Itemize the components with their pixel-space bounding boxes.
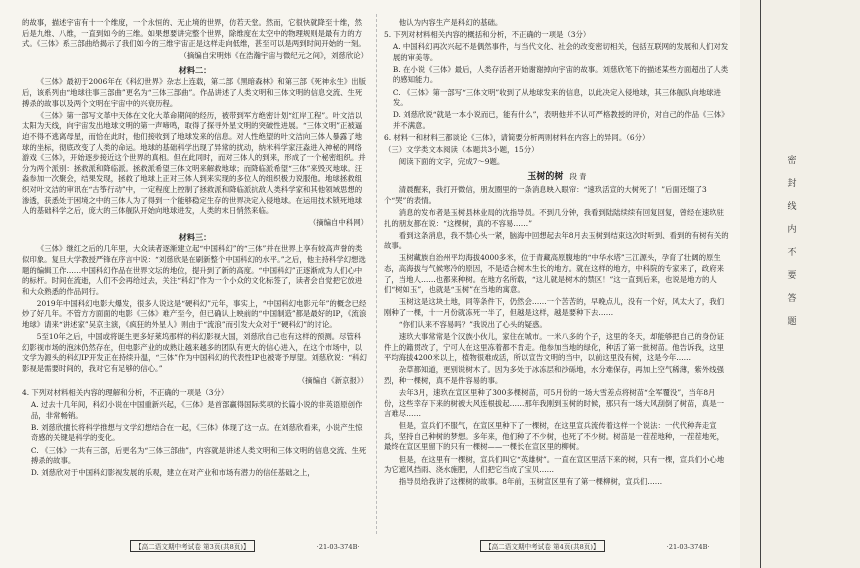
seal-line <box>760 0 761 568</box>
source-note: （摘编自中科网） <box>308 218 368 228</box>
paragraph: 2019年中国科幻电影大爆发，很多人说这是“硬科幻”元年，事实上，“中国科幻电影元年”的概念已经炒了好几年。不管方方面面的电影《三体》难产至今，但已确认上映前的“中国制造”都是最好的IP，《流浪地球》请来“讲述家”吴京主演，《疯狂的外星人》则由于“流浪”而引发大众对于“硬科幻”的讨论。 <box>22 298 367 330</box>
option-a: A. 中国科幻再次兴起不是偶然事件，与当代文化、社会的改变密切相关，包括互联网的发展和人们对发展的审美等。 <box>392 42 729 62</box>
seal-char: 内 <box>787 225 797 235</box>
paragraph: 指导员给我讲了这棵树的故事。8年前，玉树宣区里有了第一棵柳树，宣兵们…… <box>398 477 663 487</box>
paragraph: 的故事，描述宇宙有十一个维度，一个永恒的、无止境的世界，仿若天堂。然而，它很快就降至十维，然后是九维、八维，一直到如今的三维。如果想要讲完整个世界，除维度在太空中的物理规则是最有力的方式。《三体》系三部曲给揭示了我们如今的三维宇宙正是这样走向低维，甚至可以是两到时间开始的一刻。 <box>22 18 366 49</box>
paragraph: 去年3月，速玖在宣区里种了300多棵树苗，可5月份的一场大雪差点将树苗“全军覆没”，当年8月份，这些幸存下来的树被大风连根拔起……那年我刚到玉树的时候，那只有一场大风刮倒了树苗，真是一言难尽…… <box>384 388 724 419</box>
paragraph: 《三体》继红之后的几年里，大众读者逐渐建立起“中国科幻”的“三体”并在世界上享有较高声誉的类似印象。复旦大学教授严锋在序言中说：“刘慈欣是在刷新整个中国科幻的水平。”之后，他主持科学幻想选题的编辑工作……中国科幻作品在世界文坛的地位，提升到了新的高度。“中国科幻”正逐渐成为人们心中的标杆。时间在流逝，人们不会再给过去，关注“科幻”作为一个小众的文化标签了，读者会自觉把它放进和大众熟悉的作品同行。 <box>22 244 366 296</box>
page-footer-left <box>130 540 360 552</box>
paragraph: 玉树藏族自治州平均海拔4000多米，位于青藏高原腹地的“中华水塔”三江源头，孕育了壮阔的原生态，高海拔与气候寒冷的原因，不是适合树木生长的地方。就在这样的地方，中科院的专家来了，政府来了，当地人……也都来种树。在地方名所载，“这儿就是树木的禁区！”这一直到后来，也说是地方的人们“树如玉”，也就是“玉树”在当地的寓意。 <box>384 253 724 295</box>
paragraph: 消息的发布者是玉树县林业局的沈指导员。不到几分钟，我看到陆陆续续有回复回复，曾经在速玖驻扎的朋友都在说：“这棵树，真的不容易……” <box>384 208 724 228</box>
option-c: C. 《三体》第一部写“三体文明”收到了从地球发来的信息，以此决定入侵地球，其三体舰队向地球进发。 <box>392 87 721 108</box>
source-note: （摘编自宋明炜《在浩瀚宇宙与微纪元之间》，刘慈欣论） <box>179 51 368 61</box>
paragraph: 看到这条消息，我不禁心头一紧，脑海中回想起去年8月去玉树到结束这次时听到、看到的有树有关的故事。 <box>384 230 729 251</box>
option-b: B. 在小说《三体》最后，人类存活者开始谢谢掉向宇宙的故事。刘慈欣笔下的描述某些方面超出了人类的感知能力。 <box>392 64 729 85</box>
seal-strip <box>740 0 860 568</box>
paragraph: 速玖大事常常是个汉族小伙儿，家住在城市。一米八多的个子，这里的冬天，却能够把自己的身份证件上的籍贯改了，宁可人在这里冻着都不肯走。他参加当地的绿化，种活了第一批树苗。他告诉我，这里平均海拔4200米以上，植物很难成活，所以宣告文明的当中，以前这里没有树，这是今年…… <box>384 332 724 363</box>
footer-code: ·21-03-374B· <box>316 543 360 551</box>
right-column <box>384 18 730 489</box>
question-5: 5. 下列对材料相关内容的概括和分析，不正确的一项是（3分） <box>384 30 591 40</box>
section-heading: （三）文学类文本阅读（本题共3小题，15分） <box>384 145 539 155</box>
seal-char: 答 <box>787 294 797 304</box>
option-a: A. 过去十几年间，科幻小说在中国重新兴起，《三体》是首部赢得国际奖项的长篇小说的非英语原创作品，非常畅销。 <box>30 400 363 420</box>
option-d: D. 刘慈欣说“就是一本小说而已，能有什么”，表明他并不认可严格教授的评价，对自己的作品《三体》并不满意。 <box>392 110 729 130</box>
paragraph: 《三体》最初于2006年在《科幻世界》杂志上连载，第二部《黑暗森林》和第三部《死神永生》出版后，该系列由“地球往事三部曲”更名为“三体三部曲”。作品讲述了人类文明和三体文明的信息交流、生死搏杀的故事以及两个文明在宇宙中的兴衰历程。 <box>22 77 367 108</box>
seal-char: 密 <box>787 156 797 166</box>
article-author: 段 青 <box>569 171 587 181</box>
seal-char: 不 <box>787 248 797 258</box>
article-title <box>384 172 730 183</box>
question-6: 6. 材料一和材料三都谈论《三体》，请简要分析两则材料在内容上的异同。（6分） <box>384 132 650 142</box>
footer-label: 【高二语文期中考试卷 第4页(共8页)】 <box>480 540 605 552</box>
seal-char: 封 <box>787 179 797 189</box>
seal-char: 要 <box>787 271 797 281</box>
footer-code: ·21-03-374B· <box>666 543 710 551</box>
seal-text <box>785 150 799 334</box>
paragraph: 他认为内容生产是科幻的基础。 <box>398 18 503 27</box>
source-note: （摘编自《新京报》） <box>297 376 368 385</box>
paragraph: 但是，宣兵们不服气，在宣区里种下了一棵树，在这里宣兵流传着这样一个说法：一代代种奔走宣兵，坚持自己种树的梦想。多年来，他们种了不少树，也死了不少树。树苗是一茬茬地种，一茬茬地死，最终在宣区里留下的只有一棵树——一棵长在宣区里的柳树。 <box>384 421 724 452</box>
option-d: D. 刘慈欣对于中国科幻影视发展的乐观，建立在对产业和市场有潜力的信任基础之上， <box>30 468 315 478</box>
seal-char: 题 <box>787 317 797 327</box>
material-heading: 材料三： <box>178 231 212 242</box>
paragraph: “你们认来不容易吗？”我说出了心头的疑惑。 <box>398 319 547 329</box>
instruction: 阅读下面的文字，完成7～9题。 <box>398 157 505 167</box>
column-divider <box>376 14 377 534</box>
paragraph: 杂草都知道，更别说树木了。因为多处于冰冻层和沙砾地，水分难保存，再加上空气稀薄，紫外线强烈，种一棵树，真不是件容易的事。 <box>384 365 724 385</box>
seal-char: 线 <box>787 202 797 212</box>
page-footer-right <box>480 540 710 552</box>
paragraph: 但是，在这里有一棵树，宣兵们叫它“英雄树”。一直在宣区里活下来的树，只有一棵，宣兵们小心地为它遮风挡雨、浇水施肥，人们把它当成了宝贝…… <box>384 454 725 475</box>
paragraph: 5至10年之后，中国或将诞生更多好莱坞那样的科幻影视大国，刘慈欣自己也有这样的预测。尽管科幻影视市场的泡沫仍然存在，但电影产业的成熟让越来越多的团队有更大的信心进入，在这个市场中，以文学为源头的科幻IP开发正在持续升温，“三体”作为中国科幻的代表性IP也被寄予厚望。刘慈欣说：“科幻影视是需要时间的，我对它有足够的信心。” <box>22 332 367 373</box>
question-4: 4. 下列对材料相关内容的理解和分析，不正确的一项是（3分） <box>22 388 229 398</box>
material-heading: 材料二： <box>178 64 212 75</box>
option-c: C. 《三体》一共有三部，后更名为“三体三部曲”，内容就是讲述人类文明和三体文明的信息交流、生死搏杀的故事。 <box>30 445 367 466</box>
paragraph: 《三体》第一部写文革中天体在文化大革命期间的经历，被带到军方绝密计划“红岸工程”。叶文洁以太阳为天线，向宇宙发出地球文明的第一声啼鸣，取得了探寻外星文明的突破性进展。“三体文明”正被逼迫不得不逃离母星，而恰在此时，他们接收到了地球发来的信息。对人性绝望的叶文洁向三体人暴露了地球的坐标，彻底改变了人类的命运。地球的基础科学出现了异常的扰动，纳米科学家汪淼进入神秘的网络游戏《三体》，开始逐步接近这个世界的真相。但在此同时，而对三体人的到来，形成了一个秘密组织。并分为两个派别：拯救派和降临派。拯救派希望三体文明来解救地球；而降临派希望“三体”来毁灭地球。汪淼参加一次聚会，结果发现，拯救了地球上正对三体人到来实现的多位人的组织极力说服他。地球拯救组织对叶文洁的审讯在“古筝行动”中，一定程度上控制了拯救派和降临派抗敌人类科学家和其他领域思想的渗透，获悉处于困境之中的三体人为了得到一个能够稳定生存的世界决定入侵地球。在运用技术锁死地球人的基础科学之后，庞大的三体舰队开始向地球进发，人类的末日悄然来临。 <box>22 110 366 216</box>
footer-label: 【高二语文期中考试卷 第3页(共8页)】 <box>130 540 255 552</box>
paragraph: 清晨醒来，我打开微信，朋友圈里的一条消息映入眼帘：“速玖活宣的大树死了！”后面还缀了3个“哭”的表情。 <box>384 185 707 205</box>
left-column <box>22 18 368 480</box>
paragraph: 玉树这是这块土地，同等条件下，仍然会……一个苦苦的，早晚点儿，没有一个好，风太大了，我们刚种了一棵，十一月份就冻死一半了，但越是这样，越是要种下去…… <box>384 297 724 317</box>
article-title-text: 玉树的树 <box>527 171 564 182</box>
option-b: B. 刘慈欣擅长将科学推想与文学幻想结合在一起，《三体》体现了这一点。在刘慈欣看来，小说产生惊奇感的关键是科学的变化。 <box>30 422 363 443</box>
